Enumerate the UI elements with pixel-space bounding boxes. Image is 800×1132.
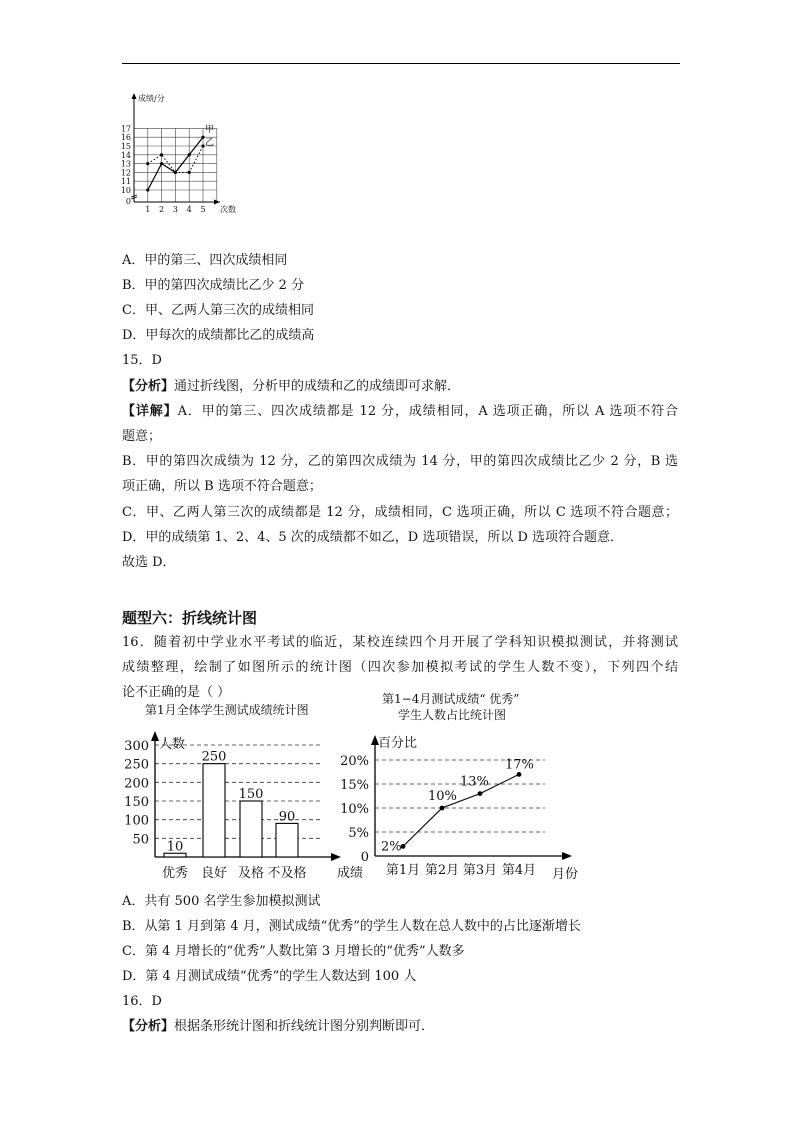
y-tick-label: 0 <box>125 197 131 206</box>
q15-detail-a2: 题意； <box>122 429 162 444</box>
bar-value-label: 90 <box>278 809 296 825</box>
data-label: 2% <box>381 839 402 855</box>
month1-bar-chart <box>115 695 364 885</box>
data-label: 17% <box>505 757 534 773</box>
y-tick-label: 11 <box>120 177 131 187</box>
x-tick-label: 及格 <box>237 866 265 881</box>
bar-value-label: 10 <box>166 839 184 855</box>
q15-option-a: A．甲的第三、四次成绩相同 <box>122 253 288 268</box>
data-label: 13% <box>460 774 489 790</box>
y-axis-label: 成绩/分 <box>138 94 165 103</box>
q15-detail-d: D．甲的成绩第 1、2、4、5 次的成绩都不如乙，D 选项错误，所以 D 选项符合题意． <box>122 530 624 545</box>
q16-stem-2: 成绩整理，绘制了如图所示的统计图（四次参加模拟考试的学生人数不变），下列四个结 <box>122 660 678 675</box>
data-point-甲 <box>146 188 149 191</box>
y-axis-arrow <box>151 731 159 741</box>
x-tick-label: 第1月 <box>385 863 421 878</box>
bar-value-label: 150 <box>238 787 264 802</box>
bar-chart-title: 第1月全体学生测试成绩统计图 <box>145 703 309 717</box>
header-rule <box>122 63 680 64</box>
excellent-percent-line-chart <box>330 685 592 885</box>
q16-option-c: C．第 4 月增长的“优秀”人数比第 3 月增长的“优秀”人数多 <box>122 944 465 959</box>
q16-option-b: B．从第 1 月到第 4 月，测试成绩“优秀”的学生人数在总人数中的占比逐渐增长 <box>122 919 581 934</box>
data-label: 10% <box>428 789 457 804</box>
score-line-chart <box>112 92 252 217</box>
y-tick-label: 14 <box>120 150 131 160</box>
x-tick-label: 不及格 <box>267 866 307 881</box>
data-point-乙 <box>174 171 177 174</box>
x-tick-label: 4 <box>186 205 192 214</box>
q15-detail-b1: B．甲的第四次成绩为 12 分，乙的第四次成绩为 14 分，甲的第四次成绩比乙少 2 分，B 选 <box>122 454 678 469</box>
x-axis-arrow <box>562 852 572 860</box>
q15-detail-a1 <box>122 403 678 421</box>
data-point-乙 <box>188 171 191 174</box>
bar-不及格 <box>276 823 298 857</box>
y-tick-label: 300 <box>124 739 149 754</box>
bar-良好 <box>203 764 225 857</box>
q16-analysis <box>122 1018 434 1036</box>
section-title: 题型六：折线统计图 <box>122 609 258 627</box>
y-axis-arrow <box>132 93 137 99</box>
y-tick-label: 20% <box>340 754 369 769</box>
q15-conclusion: 故选 D． <box>122 555 176 570</box>
q15-detail-c: C．甲、乙两人第三次的成绩都是 12 分，成绩相同，C 选项正确，所以 C 选项不符合题意； <box>122 505 678 520</box>
data-point-乙 <box>160 153 163 156</box>
y-axis-label: 百分比 <box>378 736 418 751</box>
q15-answer: 15．D <box>122 353 162 368</box>
y-tick-label: 15 <box>120 142 131 151</box>
y-tick-label: 250 <box>124 757 149 773</box>
x-tick-label: 第4月 <box>501 863 537 878</box>
x-tick-label: 3 <box>172 205 178 214</box>
y-tick-label: 16 <box>120 133 131 143</box>
analysis-tag: 【分析】 <box>122 379 175 394</box>
y-axis-label: 人数 <box>159 737 186 752</box>
detail-tag: 【详解】 <box>122 404 178 419</box>
y-tick-label: 15% <box>340 778 369 793</box>
q16-stem-1: 16．随着初中学业水平考试的临近，某校连续四个月开展了学科知识模拟测试，并将测试 <box>122 635 678 650</box>
data-point <box>478 791 483 796</box>
x-tick-label: 5 <box>200 205 206 214</box>
y-tick-label: 100 <box>124 813 149 829</box>
bar-value-label: 250 <box>201 749 227 765</box>
analysis-text: 通过折线图，分析甲的成绩和乙的成绩即可求解． <box>174 379 461 394</box>
y-tick-label: 17 <box>120 124 131 134</box>
data-point <box>517 772 522 777</box>
y-tick-label: 150 <box>124 795 149 810</box>
q15-detail-b2: 项正确，所以 B 选项不符合题意； <box>122 479 322 494</box>
x-tick-label: 良好 <box>200 866 228 881</box>
q15-analysis <box>122 378 460 396</box>
y-tick-label: 12 <box>120 168 131 178</box>
y-tick-label: 50 <box>132 832 149 848</box>
percent-chart-title-1: 第1−4月测试成绩“ 优秀” <box>382 692 520 706</box>
y-tick-label: 10% <box>340 802 369 817</box>
x-tick-label: 1 <box>145 205 151 214</box>
data-point <box>440 806 445 811</box>
x-tick-label: 2 <box>159 205 165 214</box>
q15-option-c: C．甲、乙两人第三次的成绩相同 <box>122 303 314 318</box>
percent-chart-title-2: 学生人数占比统计图 <box>398 708 507 722</box>
q15-option-d: D．甲每次的成绩都比乙的成绩高 <box>122 328 315 343</box>
data-point-甲 <box>160 162 163 165</box>
q16-stem-3: 论不正确的是（ ） <box>122 685 231 700</box>
x-tick-label: 优秀 <box>161 866 189 881</box>
y-tick-label: 10 <box>120 186 131 195</box>
data-point-乙 <box>146 162 149 165</box>
bar-及格 <box>240 801 262 857</box>
series-label-jia: 甲 <box>205 124 215 135</box>
analysis-tag: 【分析】 <box>122 1019 175 1034</box>
y-tick-label: 200 <box>124 776 149 792</box>
data-point-甲 <box>188 153 191 156</box>
x-axis-label: 月份 <box>552 867 579 882</box>
x-axis-label: 成绩 <box>337 866 364 881</box>
analysis-text: 根据条形统计图和折线统计图分别判断即可． <box>174 1019 435 1034</box>
q16-option-a: A．共有 500 名学生参加模拟测试 <box>122 894 321 909</box>
x-tick-label: 第3月 <box>462 863 498 878</box>
x-axis-label: 次数 <box>220 205 236 214</box>
detail-a1-text: A．甲的第三、四次成绩都是 12 分，成绩相同，A 选项正确，所以 A 选项不符合 <box>177 404 678 419</box>
q16-option-d: D．第 4 月测试成绩“优秀”的学生人数达到 100 人 <box>122 969 417 984</box>
y-tick-label: 5% <box>348 826 369 841</box>
q16-answer: 16．D <box>122 994 162 1009</box>
series-label-yi: 乙 <box>205 138 215 149</box>
y-tick-label: 13 <box>120 159 131 169</box>
q15-option-b: B．甲的第四次成绩比乙少 2 分 <box>122 278 305 293</box>
y-tick-label: 0 <box>360 850 369 865</box>
x-tick-label: 第2月 <box>424 863 460 878</box>
